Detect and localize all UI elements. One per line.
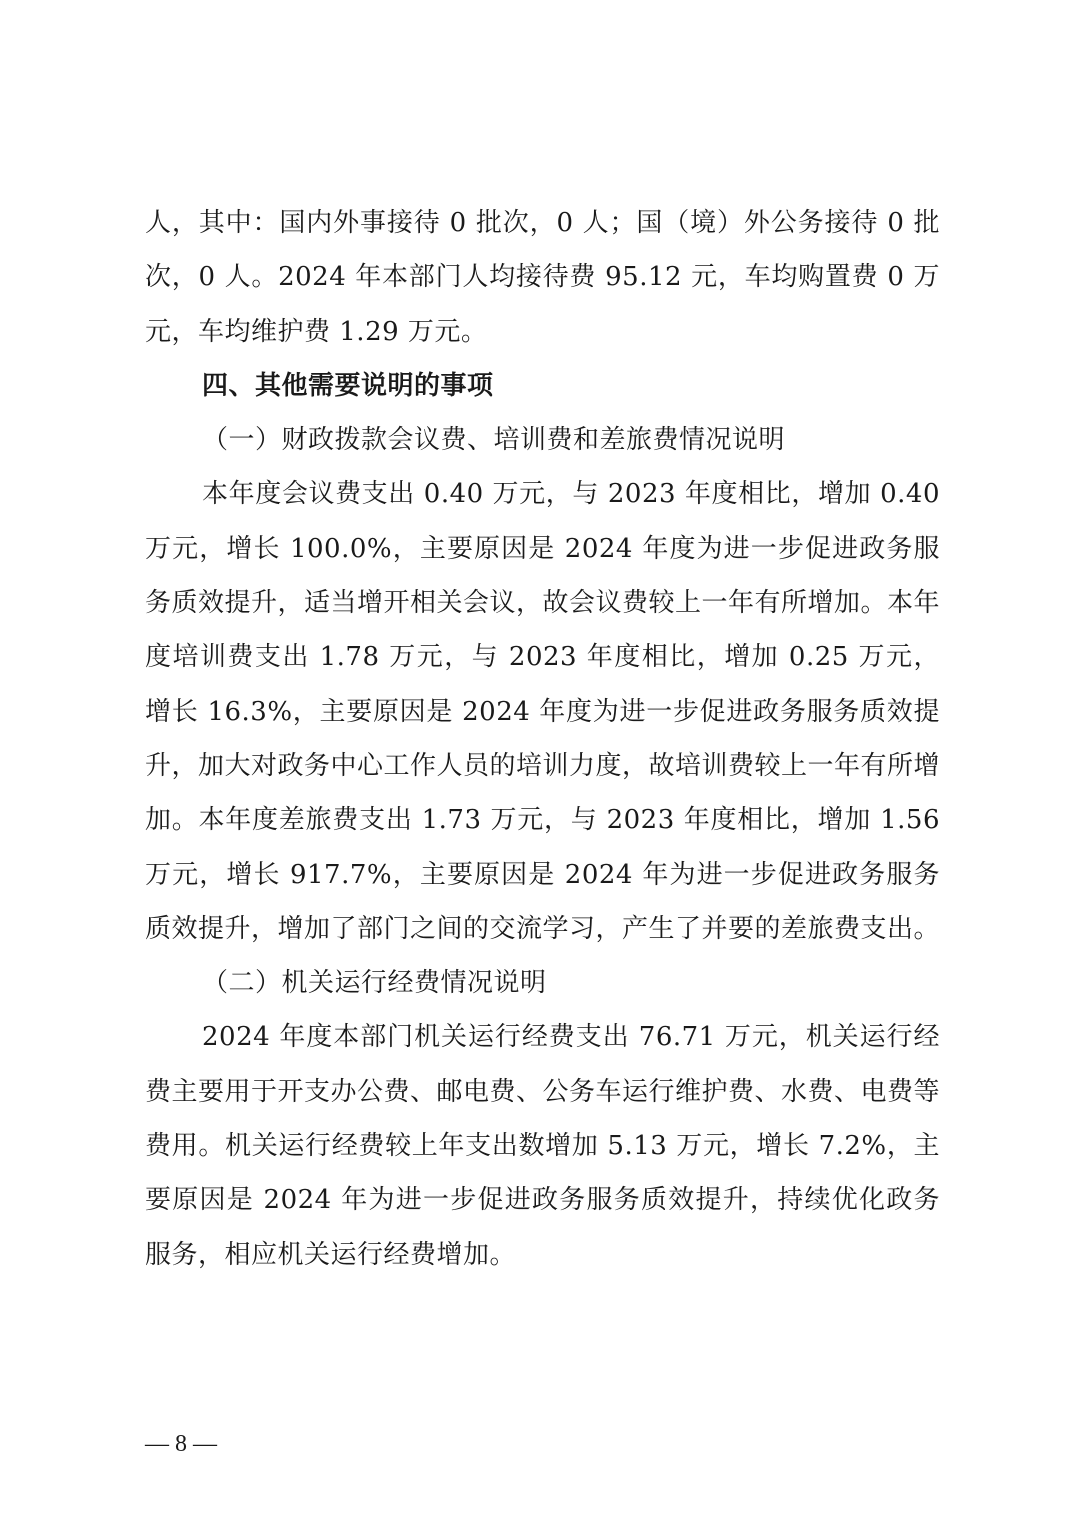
subsection-heading-meeting-training-travel: （一）财政拨款会议费、培训费和差旅费情况说明 (202, 425, 786, 456)
subsection-heading-operating-expenses: （二）机关运行经费情况说明 (202, 968, 547, 999)
body-text (145, 196, 940, 1282)
paragraph-meeting-training-travel: 本年度会议费支出 0.40 万元，与 2023 年度相比，增加 0.40 万元，增长 100.0%，主要原因是 2024 年度为进一步促进政务服务质效提升，适当增开相关会议，故会议费较上一年有所增加。本年度培训费支出 1.78 万元，与 2023 年度相比，增加 0.25 万元，增长 16.3%，主要原因是 2024 年度为进一步促进政务服务质效提升，加大对政务中心工作人员的培训力度，故培训费较上一年有所增加。本年度差旅费支出 1.73 万元，与 2023 年度相比，增加 1.56 万元，增长 917.7%，主要原因是 2024 年为进一步促进政务服务质效提升，增加了部门之间的交流学习，产生了并要的差旅费支出。 (145, 479, 941, 944)
section-heading-other-matters: 四、其他需要说明的事项 (202, 370, 494, 401)
page-number: — 8 — (145, 1431, 217, 1457)
paragraph-operating-expenses: 2024 年度本部门机关运行经费支出 76.71 万元，机关运行经费主要用于开支办公费、邮电费、公务车运行维护费、水费、电费等费用。机关运行经费较上年支出数增加 5.13 万元，增长 7.2%，主要原因是 2024 年为进一步促进政务服务质效提升，持续优化政务服务，相应机关运行经费增加。 (145, 1022, 941, 1270)
paragraph-reception-summary: 人，其中：国内外事接待 0 批次，0 人；国（境）外公务接待 0 批次，0 人。2024 年本部门人均接待费 95.12 元，车均购置费 0 万元，车均维护费 1.29 万元。 (145, 208, 940, 347)
